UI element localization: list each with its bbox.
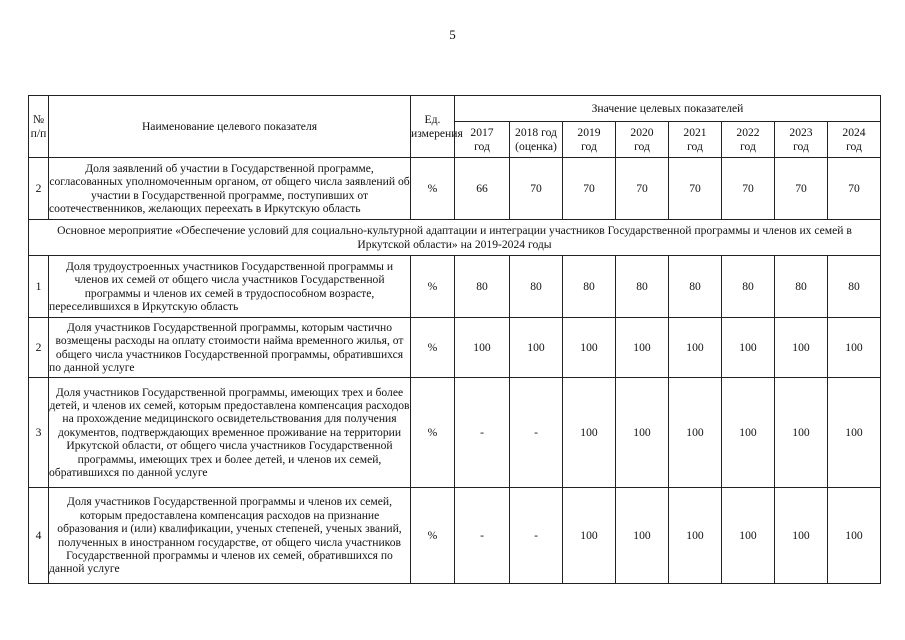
indicator-value: 100 [510, 318, 563, 378]
indicator-value: - [455, 378, 510, 488]
indicator-value: 100 [775, 318, 828, 378]
year-header-1 [510, 122, 563, 158]
indicator-name: Доля участников Государственной программы, которым частично возмещены расходы на оплату стоимости найма временного жилья, от общего числа участников Государственной программы, обратившихся по данной услуге [49, 318, 411, 378]
indicator-value: 100 [669, 488, 722, 584]
year-label: 2024 [842, 125, 866, 139]
year-label: 2022 [736, 125, 760, 139]
values-group-header: Значение целевых показателей [455, 96, 881, 122]
year-sublabel: год [687, 139, 703, 153]
indicator-value: 100 [616, 488, 669, 584]
year-label: 2023 [789, 125, 813, 139]
row-number: 2 [29, 318, 49, 378]
indicator-value: 80 [722, 256, 775, 318]
table-row [29, 378, 881, 488]
year-label: 2017 [470, 125, 494, 139]
indicator-value: 70 [828, 158, 881, 220]
year-label: 2018 год [515, 125, 557, 139]
year-sublabel: год [634, 139, 650, 153]
header-row [29, 96, 881, 122]
section-title: Основное мероприятие «Обеспечение условий для социально-культурной адаптации и интеграции участников Государственной программы и членов их семей в Иркутской области» на 2019-2024 годы [29, 220, 881, 256]
section-row [29, 220, 881, 256]
indicator-value: 80 [563, 256, 616, 318]
row-number: 4 [29, 488, 49, 584]
indicator-value: 80 [455, 256, 510, 318]
indicator-value: 70 [669, 158, 722, 220]
indicator-value: 100 [828, 318, 881, 378]
indicator-value: 70 [563, 158, 616, 220]
table-row [29, 488, 881, 584]
indicator-value: - [510, 488, 563, 584]
indicator-value: 100 [828, 488, 881, 584]
year-header-5 [722, 122, 775, 158]
indicator-unit: % [411, 318, 455, 378]
indicator-value: 70 [775, 158, 828, 220]
indicator-name: Доля заявлений об участии в Государственной программе, согласованных уполномоченным органом, от общего числа заявлений об участии в Государственной программе, поступивших от соотечественников, желающих переехать в Иркутскую область [49, 158, 411, 220]
row-number: 1 [29, 256, 49, 318]
name-column-header: Наименование целевого показателя [49, 96, 411, 158]
year-header-3 [616, 122, 669, 158]
indicator-value: 100 [722, 378, 775, 488]
year-sublabel: (оценка) [515, 139, 557, 153]
table-row [29, 318, 881, 378]
year-sublabel: год [740, 139, 756, 153]
year-label: 2021 [683, 125, 707, 139]
year-header-2 [563, 122, 616, 158]
year-header-4 [669, 122, 722, 158]
year-header-7 [828, 122, 881, 158]
indicator-unit: % [411, 488, 455, 584]
indicator-value: 80 [828, 256, 881, 318]
indicator-value: 80 [775, 256, 828, 318]
indicator-value: 100 [616, 378, 669, 488]
indicator-value: 100 [722, 488, 775, 584]
indicator-value: - [510, 378, 563, 488]
indicator-unit: % [411, 256, 455, 318]
indicator-value: 100 [616, 318, 669, 378]
year-sublabel: год [581, 139, 597, 153]
indicator-value: 70 [510, 158, 563, 220]
num-column-header: № п/п [29, 96, 49, 158]
indicator-value: 80 [616, 256, 669, 318]
page-number: 5 [449, 27, 456, 42]
year-label: 2020 [630, 125, 654, 139]
table-row [29, 256, 881, 318]
table-row [29, 158, 881, 220]
indicator-value: - [455, 488, 510, 584]
indicator-name: Доля участников Государственной программы, имеющих трех и более детей, и членов их семей, которым предоставлена компенсация расходов на прохождение медицинского освидетельствования для получения документов, подтверждающих временное проживание на территории Иркутской области, от общего числа участников Государственной программы, имеющих трех и более детей, и членов их семей, обратившихся по данной услуге [49, 378, 411, 488]
year-header-6 [775, 122, 828, 158]
row-number: 2 [29, 158, 49, 220]
indicator-value: 100 [563, 488, 616, 584]
year-sublabel: год [846, 139, 862, 153]
indicator-value: 100 [775, 488, 828, 584]
unit-column-header: Ед. измерения [411, 96, 455, 158]
indicator-unit: % [411, 158, 455, 220]
indicator-value: 70 [616, 158, 669, 220]
indicator-value: 100 [455, 318, 510, 378]
indicator-unit: % [411, 378, 455, 488]
table-body [29, 158, 881, 584]
indicator-value: 100 [722, 318, 775, 378]
indicator-value: 66 [455, 158, 510, 220]
year-label: 2019 [577, 125, 601, 139]
year-sublabel: год [474, 139, 490, 153]
indicator-value: 100 [828, 378, 881, 488]
indicator-value: 70 [722, 158, 775, 220]
indicator-value: 100 [563, 378, 616, 488]
target-indicators-table [28, 95, 881, 584]
indicator-value: 100 [669, 318, 722, 378]
year-sublabel: год [793, 139, 809, 153]
indicator-value: 100 [669, 378, 722, 488]
indicator-name: Доля трудоустроенных участников Государственной программы и членов их семей от общего числа участников Государственной программы и членов их семей в трудоспособном возрасте, переселившихся в Иркутскую область [49, 256, 411, 318]
indicator-value: 80 [669, 256, 722, 318]
indicator-value: 100 [563, 318, 616, 378]
row-number: 3 [29, 378, 49, 488]
indicator-value: 80 [510, 256, 563, 318]
indicator-value: 100 [775, 378, 828, 488]
indicator-name: Доля участников Государственной программы и членов их семей, которым предоставлена компенсация расходов на признание образования и (или) квалификации, ученых степеней, ученых званий, полученных в иностранном государстве, от общего числа участников Государственной программы и членов их семей, обратившихся по данной услуге [49, 488, 411, 584]
